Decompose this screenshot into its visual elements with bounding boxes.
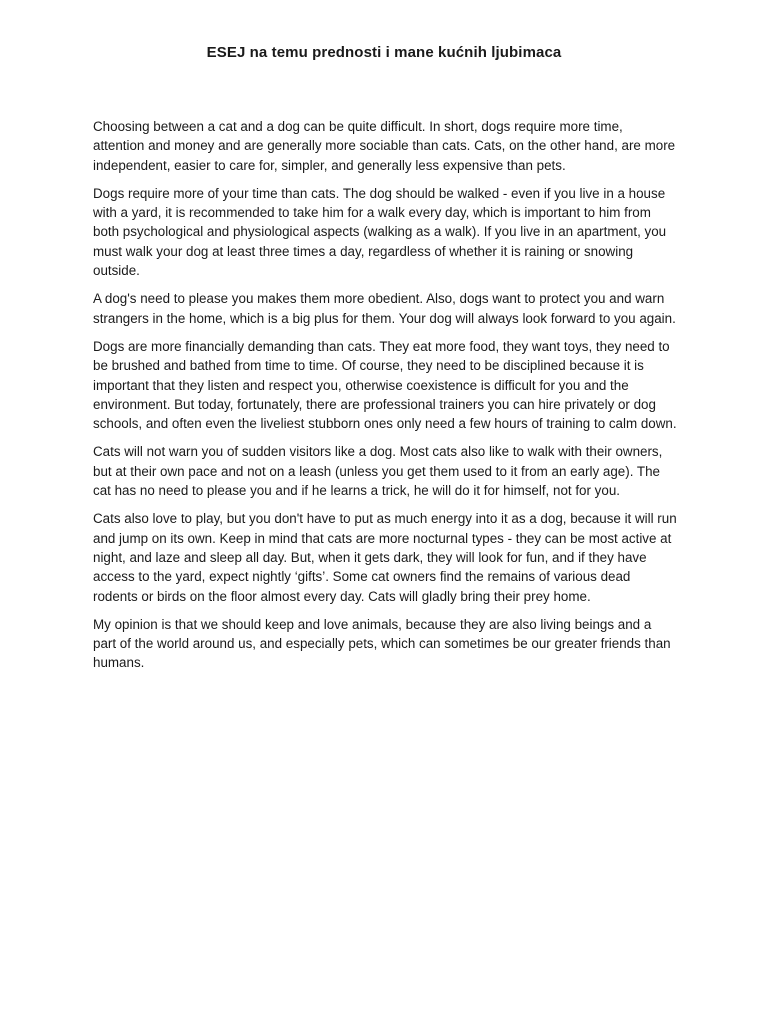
paragraph-4: Dogs are more financially demanding than cats. They eat more food, they want toys, they need to be brushed and bathed from time to time. Of course, they need to be disciplined because it is important that they listen and respect you, otherwise coexistence is difficult for you and the environment. But today, fortunately, there are professional trainers you can hire privately or dog schools, and often even the liveliest stubborn ones only need a few hours of training to calm down.: [93, 338, 677, 432]
paragraph-1: Choosing between a cat and a dog can be quite difficult. In short, dogs require more time, attention and money and are generally more sociable than cats. Cats, on the other hand, are more independent, easier to care for, simpler, and generally less expensive than pets.: [93, 119, 676, 173]
paragraph-3: A dog's need to please you makes them more obedient. Also, dogs want to protect you and warn strangers in the home, which is a big plus for them. Your dog will always look forward to you again.: [93, 291, 676, 326]
document-body: [93, 117, 677, 682]
paragraph-5: Cats will not warn you of sudden visitors like a dog. Most cats also like to walk with their owners, but at their own pace and not on a leash (unless you get them used to it from an early age). The cat has no need to please you and if he learns a trick, he will do it for himself, not for you.: [93, 444, 663, 499]
paragraph-2: Dogs require more of your time than cats. The dog should be walked - even if you live in a house with a yard, it is recommended to take him for a walk every day, which is important to him from both psychological and physiological aspects (walking as a walk). If you live in an apartment, you must walk your dog at least three times a day, regardless of whether it is raining or snowing outside.: [93, 185, 667, 279]
document-title: ESEJ na temu prednosti i mane kućnih ljubimaca: [206, 44, 562, 61]
paragraph-6: Cats also love to play, but you don't have to put as much energy into it as a dog, because it will run and jump on its own. Keep in mind that cats are more nocturnal types - they can be most active at night, and laze and sleep all day. But, when it gets dark, they will look for fun, and if they have access to the yard, expect nightly ‘gifts’. Some cat owners find the remains of various dead rodents or birds on the floor almost every day. Cats will gladly bring their prey home.: [93, 511, 677, 604]
paragraph-7: My opinion is that we should keep and love animals, because they are also living beings and a part of the world around us, and especially pets, which can sometimes be our greater friends than humans.: [93, 616, 671, 671]
